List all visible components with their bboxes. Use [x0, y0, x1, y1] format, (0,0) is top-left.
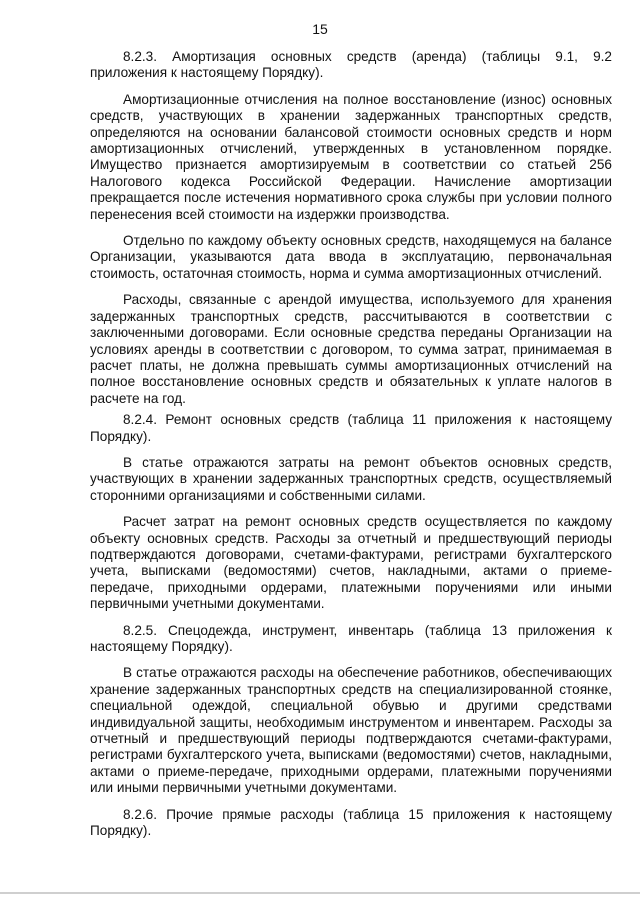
- page-body: [90, 49, 612, 849]
- heading-8-2-3: 8.2.3. Амортизация основных средств (аренда) (таблицы 9.1, 9.2 приложения к настоящему Порядку).: [90, 49, 612, 81]
- page-number: 15: [312, 21, 328, 37]
- paragraph: Отдельно по каждому объекту основных средств, находящемуся на балансе Организации, указываются дата ввода в эксплуатацию, первоначальная стоимость, остаточная стоимость, норма и сумма амортизационных отчислений.: [90, 233, 612, 281]
- paragraph: В статье отражаются затраты на ремонт объектов основных средств, участвующих в хранении задержанных транспортных средств, осуществляемый сторонними организациями и собственными силами.: [90, 454, 612, 503]
- heading-8-2-5: 8.2.5. Спецодежда, инструмент, инвентарь (таблица 13 приложения к настоящему Порядку).: [90, 622, 612, 654]
- paragraph: В статье отражаются расходы на обеспечение работников, обеспечивающих хранение задержанных транспортных средств на специализированной стоянке, специальной одеждой, специальной обувью и другими средствами индивидуальной защиты, необходимым инструментом и инвентарем. Расходы за отчетный и предшествующий периоды подтверждаются счетами-фактурами, регистрами бухгалтерского учета, выписками (ведомостями) счетов, накладными, актами о приеме-передаче, приходными ордерами, платежными поручениями или иными первичными учетными документами.: [90, 665, 612, 796]
- page-bottom-edge: [0, 892, 640, 894]
- heading-8-2-4: 8.2.4. Ремонт основных средств (таблица 11 приложения к настоящему Порядку).: [90, 412, 612, 444]
- paragraph: Расчет затрат на ремонт основных средств осуществляется по каждому объекту основных средств. Расходы за отчетный и предшествующий периоды подтверждаются договорами, счетами-фактурами, регистрами бухгалтерского учета, выписками (ведомостями) счетов, накладными, актами о приеме-передаче, приходными ордерами, платежными поручениями или иными первичными учетными документами.: [90, 514, 612, 612]
- paragraph: Амортизационные отчисления на полное восстановление (износ) основных средств, участвующих в хранении задержанных транспортных средств, определяются на основании балансовой стоимости основных средств и норм амортизационных отчислений, утвержденных в установленном порядке. Имущество признается амортизируемым в соответствии со статьей 256 Налогового кодекса Российской Федерации. Начисление амортизации прекращается после истечения нормативного срока службы при условии полного перенесения всей стоимости на издержки производства.: [90, 91, 612, 222]
- heading-8-2-6: 8.2.6. Прочие прямые расходы (таблица 15 приложения к настоящему Порядку).: [90, 806, 612, 839]
- paragraph: Расходы, связанные с арендой имущества, используемого для хранения задержанных транспортных средств, рассчитываются в соответствии с заключенными договорами. Если основные средства переданы Организации на условиях аренды в соответствии с договором, то сумма затрат, принимаемая в расчет платы, не должна превышать суммы амортизационных отчислений на полное восстановление основных средств и обязательных к уплате налогов в расчете на год.: [90, 292, 612, 406]
